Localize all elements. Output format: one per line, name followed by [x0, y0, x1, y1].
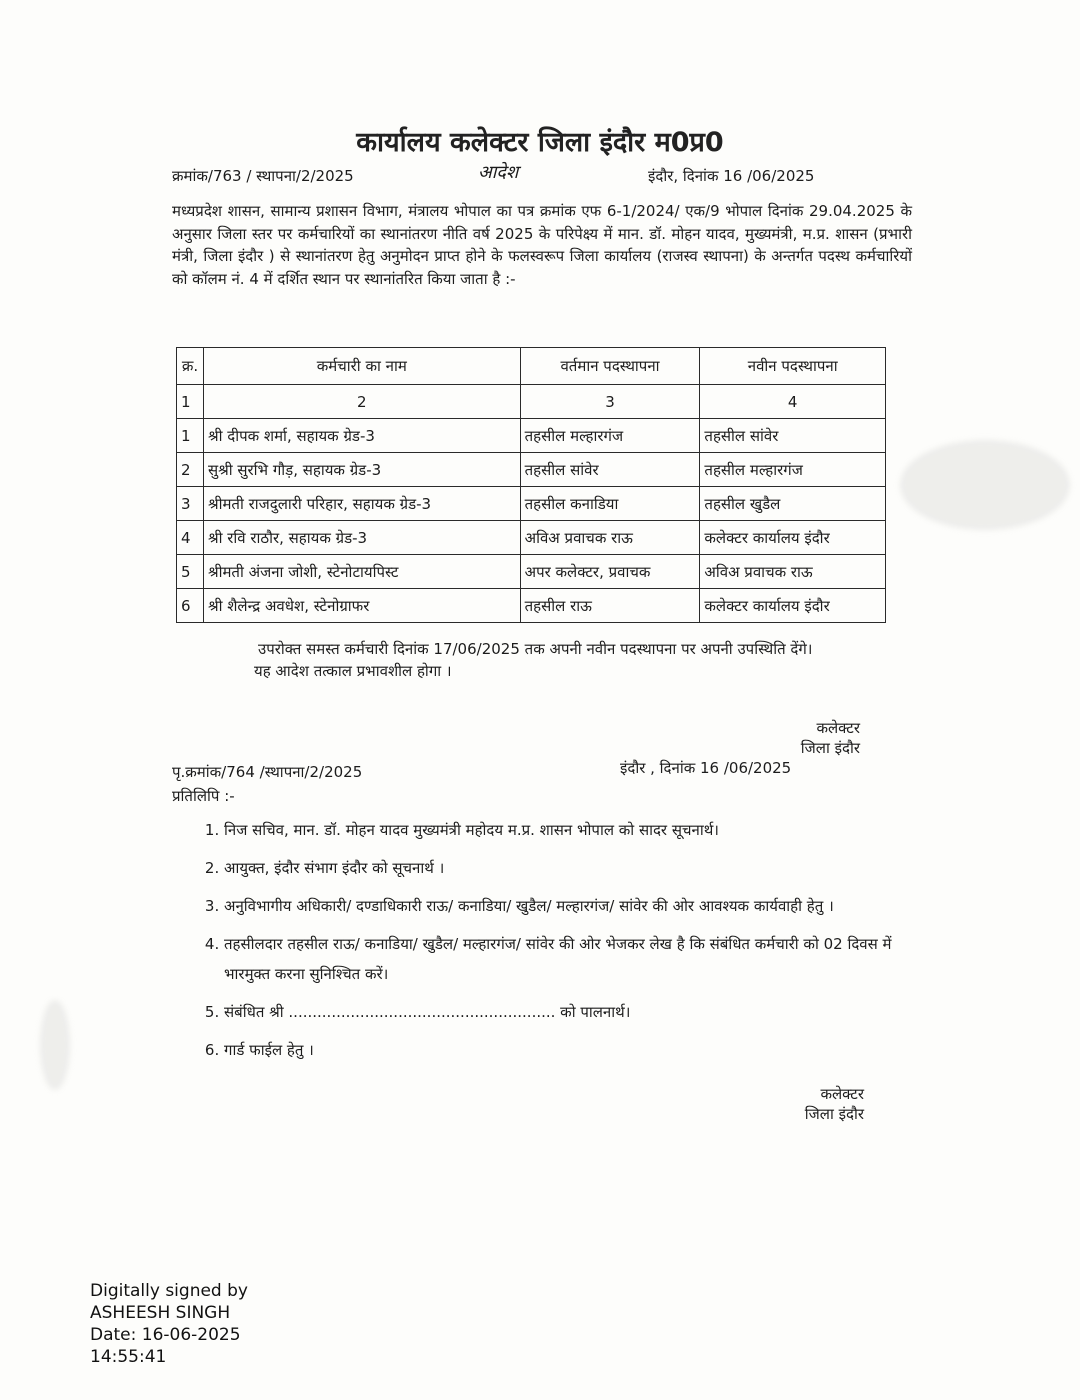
digital-signature-time: 14:55:41 — [90, 1347, 167, 1367]
cell-new-posting: तहसील खुडैल — [700, 487, 886, 521]
column-number: 3 — [520, 385, 700, 419]
copy-label: प्रतिलिपि :- — [172, 787, 235, 805]
signatory-place: जिला इंदौर — [800, 739, 860, 757]
list-item: 5. संबंधित श्री ........................................................ को पालनार्थ। — [224, 997, 924, 1027]
header-current-posting: वर्तमान पदस्थापना — [520, 348, 700, 385]
column-number: 1 — [177, 385, 204, 419]
digital-signature — [90, 1280, 248, 1368]
header-new-posting: नवीन पदस्थापना — [700, 348, 886, 385]
list-item: 6. गार्ड फाईल हेतु । — [224, 1035, 924, 1065]
cell-employee-name: श्री शैलेन्द्र अवधेश, स्टेनोग्राफर — [203, 589, 520, 623]
cell-current-posting: अविअ प्रवाचक राऊ — [520, 521, 700, 555]
transfer-table — [176, 347, 886, 623]
cell-employee-name: श्रीमती राजदुलारी परिहार, सहायक ग्रेड-3 — [203, 487, 520, 521]
list-item: 1. निज सचिव, मान. डॉ. मोहन यादव मुख्यमंत्री महोदय म.प्र. शासन भोपाल को सादर सूचनार्थ। — [224, 815, 924, 845]
column-number: 4 — [700, 385, 886, 419]
list-item: 2. आयुक्त, इंदौर संभाग इंदौर को सूचनार्थ । — [224, 853, 924, 883]
digital-signature-name: ASHEESH SINGH — [90, 1303, 231, 1323]
cell-current-posting: तहसील मल्हारगंज — [520, 419, 700, 453]
cell-employee-name: श्री रवि राठौर, सहायक ग्रेड-3 — [203, 521, 520, 555]
cell-employee-name: सुश्री सुरभि गौड़, सहायक ग्रेड-3 — [203, 453, 520, 487]
scan-smudge — [40, 1000, 70, 1090]
header-serial: क्र. — [177, 348, 204, 385]
digital-signature-line: Digitally signed by — [90, 1281, 248, 1301]
table-row — [177, 555, 886, 589]
cell-current-posting: तहसील राऊ — [520, 589, 700, 623]
signature-block — [700, 718, 860, 758]
column-number: 2 — [203, 385, 520, 419]
closing-attendance-text: उपरोक्त समस्त कर्मचारी दिनांक 17/06/2025 तक अपनी नवीन पदस्थापना पर अपनी उपस्थिति देंगे। — [258, 640, 813, 658]
cell-serial: 1 — [177, 419, 204, 453]
table-row — [177, 589, 886, 623]
table-row — [177, 453, 886, 487]
cell-current-posting: तहसील सांवेर — [520, 453, 700, 487]
table-column-number-row — [177, 385, 886, 419]
cell-new-posting: तहसील मल्हारगंज — [700, 453, 886, 487]
cell-new-posting: तहसील सांवेर — [700, 419, 886, 453]
cell-serial: 3 — [177, 487, 204, 521]
cell-employee-name: श्रीमती अंजना जोशी, स्टेनोटायपिस्ट — [203, 555, 520, 589]
list-item: 4. तहसीलदार तहसील राऊ/ कनाडिया/ खुडैल/ मल्हारगंज/ सांवेर की ओर भेजकर लेख है कि संबंधित कर्मचारी को 02 दिवस में भारमुक्त करना सुनिश्चित करें। — [224, 929, 924, 989]
cell-new-posting: अविअ प्रवाचक राऊ — [700, 555, 886, 589]
cell-employee-name: श्री दीपक शर्मा, सहायक ग्रेड-3 — [203, 419, 520, 453]
copy-recipients-list — [200, 815, 924, 1073]
order-body-paragraph: मध्यप्रदेश शासन, सामान्य प्रशासन विभाग, मंत्रालय भोपाल का पत्र क्रमांक एफ 6-1/2024/ एक/9 भोपाल दिनांक 29.04.2025 के अनुसार जिला स्तर पर कर्मचारियों का स्थानांतरण नीति वर्ष 2025 के परिपेक्ष्य में मान. डॉ. मोहन यादव, मुख्यमंत्री, म.प्र. शासन (प्रभारी मंत्री, जिला इंदौर ) से स्थानांतरण हेतु अनुमोदन प्राप्त होने के फलस्वरूप जिला कार्यालय (राजस्व स्थापना) के अन्तर्गत पदस्थ कर्मचारियों को कॉलम नं. 4 में दर्शित स्थान पर स्थानांतरित किया जाता है :- — [172, 202, 912, 288]
order-place-date: इंदौर, दिनांक 16 /06/2025 — [648, 167, 815, 185]
closing-effective-text: यह आदेश तत्काल प्रभावशील होगा । — [254, 662, 452, 680]
signature-block — [700, 1084, 864, 1124]
cell-serial: 2 — [177, 453, 204, 487]
table-row — [177, 487, 886, 521]
office-title: कार्यालय कलेक्टर जिला इंदौर म0प्र0 — [356, 127, 724, 158]
signatory-place: जिला इंदौर — [804, 1105, 864, 1123]
cell-current-posting: तहसील कनाडिया — [520, 487, 700, 521]
copy-reference-number: पृ.क्रमांक/764 /स्थापना/2/2025 — [172, 763, 363, 781]
order-reference-number: क्रमांक/763 / स्थापना/2/2025 — [172, 167, 354, 185]
closing-section — [178, 638, 878, 682]
cell-new-posting: कलेक्टर कार्यालय इंदौर — [700, 589, 886, 623]
copy-place-date: इंदौर , दिनांक 16 /06/2025 — [620, 759, 792, 777]
cell-serial: 5 — [177, 555, 204, 589]
digital-signature-date: Date: 16-06-2025 — [90, 1325, 241, 1345]
scan-smudge — [900, 440, 1070, 530]
table-row — [177, 521, 886, 555]
header-employee-name: कर्मचारी का नाम — [203, 348, 520, 385]
cell-serial: 6 — [177, 589, 204, 623]
table-row — [177, 419, 886, 453]
table-header-row — [177, 348, 886, 385]
signatory-title: कलेक्टर — [816, 719, 860, 737]
signatory-title: कलेक्टर — [820, 1085, 864, 1103]
cell-current-posting: अपर कलेक्टर, प्रवाचक — [520, 555, 700, 589]
list-item: 3. अनुविभागीय अधिकारी/ दण्डाधिकारी राऊ/ कनाडिया/ खुडैल/ मल्हारगंज/ सांवेर की ओर आवश्यक कार्यवाही हेतु । — [224, 891, 924, 921]
cell-new-posting: कलेक्टर कार्यालय इंदौर — [700, 521, 886, 555]
order-label: आदेश — [478, 162, 519, 183]
cell-serial: 4 — [177, 521, 204, 555]
